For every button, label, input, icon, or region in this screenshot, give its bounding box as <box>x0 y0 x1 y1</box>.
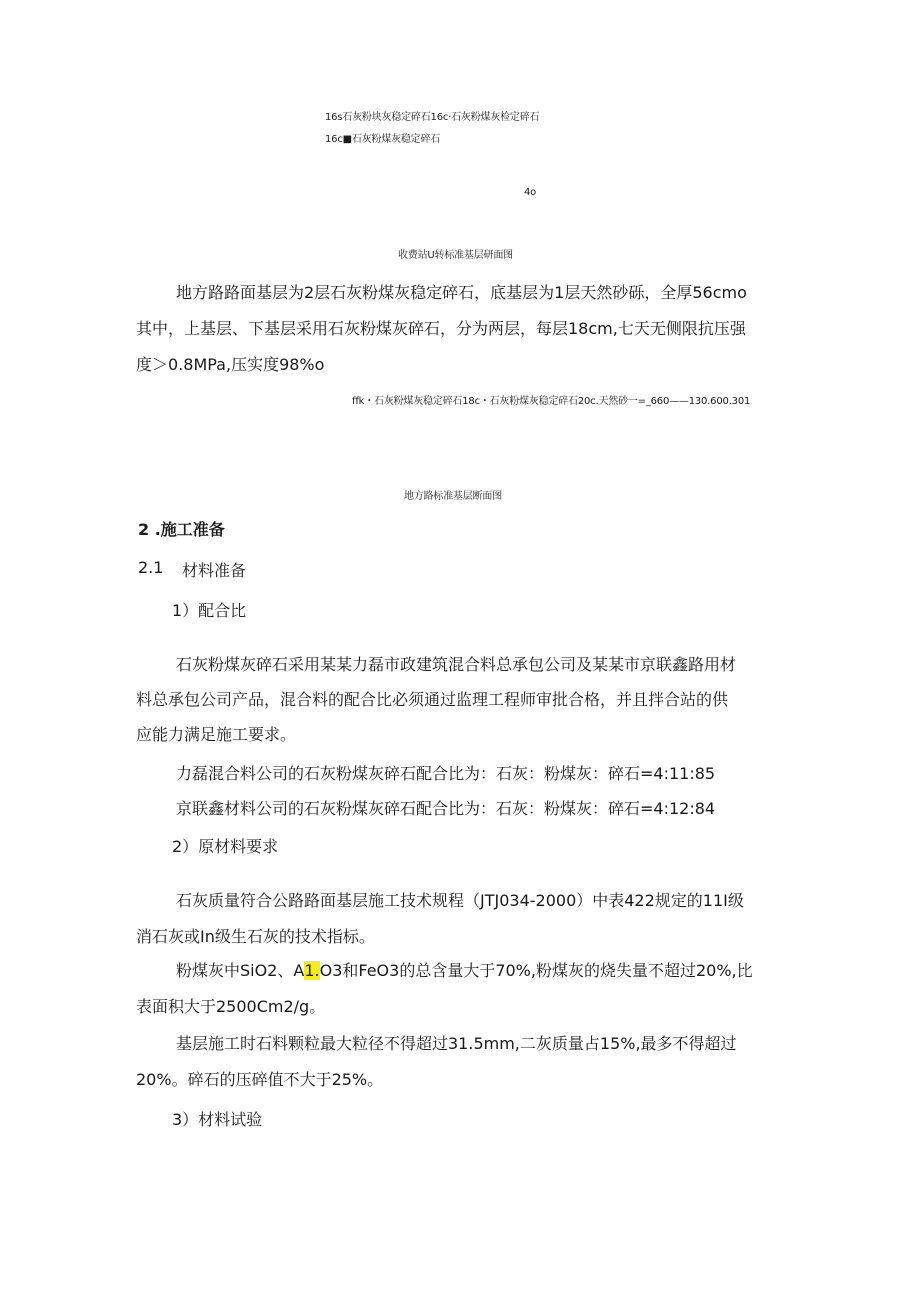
ratio-jinglianxin: 京联鑫材料公司的石灰粉煤灰碎石配合比为：石灰：粉煤灰：碎石=4:12:84 <box>176 799 716 818</box>
figure2-label: ffk・石灰粉煤灰稳定碎石18c・石灰粉煤灰稳定碎石20c.天然砂一=_660——130.600.301 <box>352 396 751 407</box>
subsection-title: 材料准备 <box>182 561 247 580</box>
ash-line1-a: 粉煤灰中SiO2、A <box>176 961 305 980</box>
item3-title: 3）材料试验 <box>172 1110 263 1129</box>
mix-line1: 石灰粉煤灰碎石采用某某力磊市政建筑混合料总承包公司及某某市京联鑫路用材 <box>176 655 737 674</box>
mix-line3: 应能力满足施工要求。 <box>136 725 297 744</box>
intro-line3: 度＞0.8MPa,压实度98%o <box>136 355 325 374</box>
ash-line2: 表面积大于2500Cm2/g。 <box>136 997 326 1016</box>
ash-line1-b: O3和FeO3的总含量大于70%,粉煤灰的烧失量不超过20%,比 <box>319 961 753 980</box>
intro-line1: 地方路路面基层为2层石灰粉煤灰稳定碎石，底基层为1层天然砂砾，全厚56cmo <box>176 283 747 302</box>
figure2-caption: 地方路标准基层断面图 <box>404 491 502 502</box>
figure1-dimension: 4o <box>524 187 537 198</box>
figure1-caption: 收费站U转标准基层研面图 <box>398 250 513 261</box>
mix-line2: 料总承包公司产品，混合料的配合比必须通过监理工程师审批合格，并且拌合站的供 <box>136 690 729 709</box>
lime-line2: 消石灰或In级生石灰的技术指标。 <box>136 927 375 946</box>
section-heading: 2 .施工准备 <box>138 520 225 539</box>
intro-line2: 其中，上基层、下基层采用石灰粉煤灰碎石，分为两层，每层18cm,七天无侧限抗压强 <box>136 319 746 338</box>
highlighted-text: 1. <box>304 961 320 980</box>
subsection-number: 2.1 <box>138 558 164 577</box>
figure1-label-line2: 16c■石灰粉煤灰稳定碎石 <box>325 134 441 145</box>
stone-line1: 基层施工时石料颗粒最大粒径不得超过31.5mm,二灰质量占15%,最多不得超过 <box>176 1034 737 1053</box>
ash-line1 <box>176 958 753 981</box>
item2-title: 2）原材料要求 <box>172 837 279 856</box>
stone-line2: 20%。碎石的压碎值不大于25%。 <box>136 1070 384 1089</box>
lime-line1: 石灰质量符合公路路面基层施工技术规程（JTJ034-2000）中表422规定的11I级 <box>176 891 744 910</box>
ratio-lilei: 力磊混合料公司的石灰粉煤灰碎石配合比为：石灰：粉煤灰：碎石=4:11:85 <box>176 764 716 783</box>
figure1-label-line1: 16s石灰粉块灰稳定碎石16c·石灰粉煤灰检定碎石 <box>325 112 540 123</box>
item1-title: 1）配合比 <box>172 601 247 620</box>
